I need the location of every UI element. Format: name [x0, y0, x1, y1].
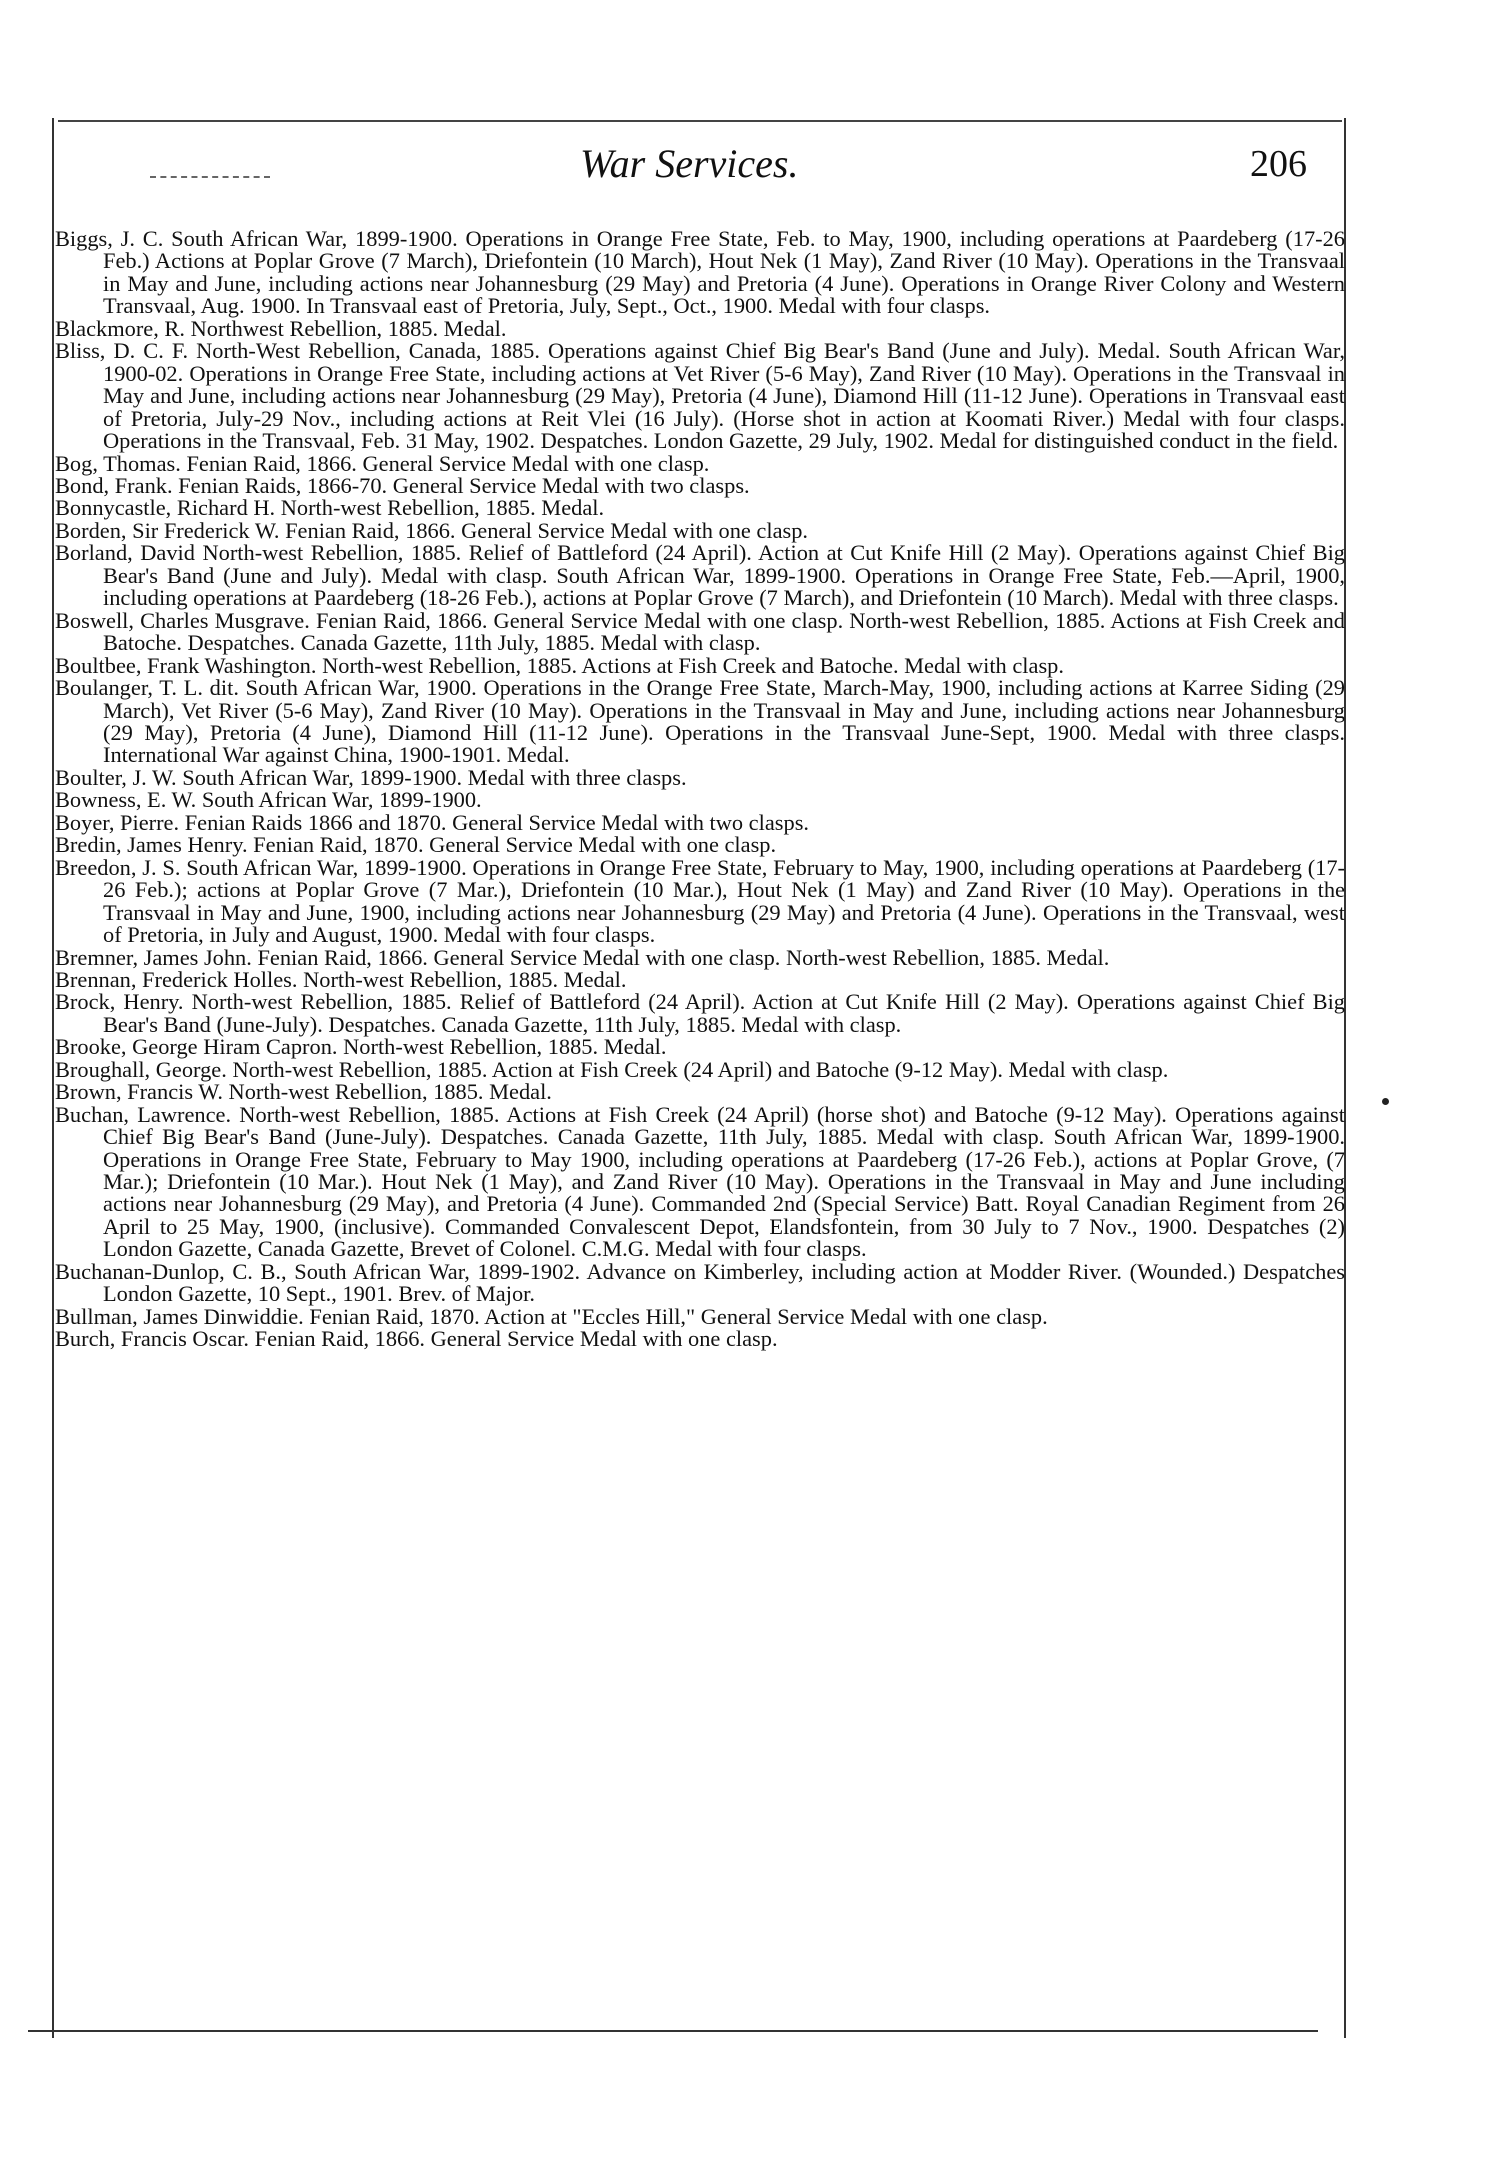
entry-name: Biggs, J. C.: [55, 226, 164, 251]
page-number: 206: [1250, 143, 1307, 185]
entry-blackmore: [55, 315, 1345, 341]
entry-text: South African War, 1900. Operations in the Orange Free State, March-May, 1900, including actions at Karree Siding (29 March), Vet River (5-6 May), Zand River (10 May). Operations in the Transvaal in May and June, including actions near Johannesburg (29 May), Pretoria (4 June), Diamond Hill (11-12 June). Operations in the Transvaal June-Sept, 1900. Medal with three clasps. International War against China, 1900-1901. Medal.: [103, 675, 1345, 768]
top-rule: [58, 120, 1342, 122]
entry-name: Bog, Thomas.: [55, 450, 181, 476]
entry-name: Buchanan-Dunlop, C. B.,: [55, 1258, 287, 1284]
entry-text: Northwest Rebellion, 1885. Medal.: [190, 315, 507, 341]
entry-bliss: [55, 340, 1345, 452]
entry-text: North-west Rebellion, 1885. Medal.: [228, 1079, 552, 1105]
entry-boswell: [55, 607, 1345, 656]
entry-text: Fenian Raid, 1866. General Service Medal with one clasp.: [186, 450, 710, 476]
stray-dot: [1382, 1098, 1389, 1105]
entry-name: Bond, Frank.: [55, 472, 173, 498]
header-dash: [150, 176, 270, 178]
entry-name: Boulanger, T. L. dit.: [55, 675, 239, 701]
entry-text: North-west Rebellion, 1885. Relief of Battleford (24 April). Action at Cut Knife Hill (2 May). Operations against Chief Big Bear's Band (June-July). Despatches. Canada Gazette, 11th July, 1885. Medal with clasp.: [103, 989, 1345, 1037]
entry-text: North-west Rebellion, 1885. Relief of Battleford (24 April). Action at Cut Knife Hill (2 May). Operations against Chief Big Bear's Band (June and July). Medal with clasp. South African War, 1899-1900. Operations in Orange Free State, Feb.—April, 1900, including operations at Paardeberg (18-26 Feb.), actions at Poplar Grove (7 March), and Driefontein (10 March). Medal with three clasps.: [103, 540, 1345, 611]
entry-name: Boswell, Charles Musgrave.: [55, 607, 310, 633]
entry-text: Fenian Raid, 1866. General Service Medal with one clasp. North-west Rebellion, 1885. Medal.: [257, 944, 1110, 970]
entry-borland: [55, 542, 1345, 609]
entry-name: Bredin, James Henry.: [55, 832, 248, 858]
entry-boulanger: [55, 677, 1345, 767]
entry-name: Borland, David: [55, 540, 195, 566]
entry-name: Bullman, James Dinwiddie.: [55, 1303, 304, 1329]
entry-name: Blackmore, R.: [55, 315, 185, 341]
bottom-rule: [28, 2030, 1318, 2032]
entry-name: Bliss, D. C. F.: [55, 338, 189, 364]
entry-text: Fenian Raids, 1866-70. General Service Medal with two clasps.: [178, 472, 750, 498]
entry-text: Fenian Raids 1866 and 1870. General Service Medal with two clasps.: [184, 809, 810, 835]
entry-name: Broughall, George.: [55, 1056, 227, 1082]
entry-broughall: [55, 1056, 1345, 1082]
entry-buchanan-dunlop: [55, 1258, 1345, 1307]
entry-name: Boyer, Pierre.: [55, 809, 180, 835]
entry-name: Burch, Francis Oscar.: [55, 1326, 250, 1352]
entry-brennan: [55, 966, 1345, 992]
entry-text: Fenian Raid, 1866. General Service Medal with one clasp. North-west Rebellion, 1885. Actions at Fish Creek and Batoche. Despatches. Canada Gazette, 11th July, 1885. Medal with clasp.: [103, 607, 1345, 656]
entry-text: South African War, 1899-1900. Operations in Orange Free State, Feb. to May, 1900, including operations at Paardeberg (17-26 Feb.) Actions at Poplar Grove (7 March), Driefontein (10 March), Hout Nek (1 May), Zand River (10 May). Operations in the Transvaal in May and June, including actions near Johannesburg (29 May) and Pretoria (4 June). Operations in Orange River Colony and Western Transvaal, Aug. 1900. In Transvaal east of Pretoria, July, Sept., Oct., 1900. Medal with four clasps.: [103, 226, 1345, 319]
page-header: [0, 140, 1491, 200]
entry-text: North-West Rebellion, Canada, 1885. Operations against Chief Big Bear's Band (June and July). Medal. South African War, 1900-02. Operations in Orange Free State, including actions at Vet River (5-6 May), Zand River (10 May). Operations in the Transvaal in May and June, including actions near Johannesburg (29 May), Pretoria (4 June), Diamond Hill (11-12 June). Operations in Transvaal east of Pretoria, July-29 Nov., including actions at Reit Vlei (16 July). (Horse shot in action at Koomati River.) Medal with four clasps. Operations in the Transvaal, Feb. 31 May, 1902. Despatches. London Gazette, 29 July, 1902. Medal for distinguished conduct in the field.: [103, 338, 1345, 454]
entry-name: Bonnycastle, Richard H.: [55, 495, 276, 521]
entry-bullman: [55, 1303, 1345, 1329]
entry-name: Brock, Henry.: [55, 989, 184, 1015]
entry-text: South African War, 1899-1902. Advance on Kimberley, including action at Modder River. (Wounded.) Despatches London Gazette, 10 Sept., 1901. Brev. of Major.: [103, 1258, 1345, 1307]
entry-name: Bremner, James John.: [55, 944, 252, 970]
entry-text: Fenian Raid, 1870. General Service Medal with one clasp.: [253, 832, 777, 858]
entry-text: Fenian Raid, 1866. General Service Medal with one clasp.: [254, 1326, 778, 1352]
entry-bond: [55, 472, 1345, 498]
entry-text: South African War, 1899-1900. Operations in Orange Free State, February to May, 1900, including operations at Paardeberg (17-26 Feb.); actions at Poplar Grove (7 Mar.), Driefontein (10 Mar.), Hout Nek (1 May) and Zand River (10 May). Operations in the Transvaal in May and June, 1900, including actions near Johannesburg (29 May) and Pretoria (4 June). Operations in the Transvaal, west of Pretoria, in July and August, 1900. Medal with four clasps.: [103, 854, 1345, 948]
entry-name: Boulter, J. W.: [55, 764, 177, 790]
entry-bredin: [55, 834, 1345, 856]
entry-brooke: [55, 1036, 1345, 1058]
entry-boulter: [55, 764, 1345, 790]
entry-breedon: [55, 854, 1345, 948]
page-title: War Services.: [580, 141, 799, 186]
entry-bog: [55, 450, 1345, 476]
entry-text: South African War, 1899-1900. Medal with three clasps.: [182, 764, 687, 790]
entry-name: Brown, Francis W.: [55, 1079, 223, 1105]
entry-name: Boultbee, Frank Washington.: [55, 652, 317, 678]
entry-boultbee: [55, 652, 1345, 678]
entry-bonnycastle: [55, 497, 1345, 519]
entry-text: Fenian Raid, 1866. General Service Medal with one clasp.: [285, 517, 809, 543]
entry-name: Brooke, George Hiram Capron.: [55, 1034, 338, 1060]
entry-buchan: [55, 1101, 1345, 1262]
entry-text: North-west Rebellion, 1885. Actions at Fish Creek (24 April) (horse shot) and Batoche (9-12 May). Operations against Chief Big Bear's Band (June-July). Despatches. Canada Gazette, 11th July, 1885. Medal with clasp. South African War, 1899-1900. Operations in Orange Free State, February to May 1900, including operations at Paardeberg (17-26 Feb.), actions at Poplar Grove, (7 Mar.); Driefontein (10 Mar.). Hout Nek (1 May), and Zand River (10 May). Operations in the Transvaal in May and June including actions near Johannesburg (29 May), and Pretoria (4 June). Commanded 2nd (Special Service) Batt. Royal Canadian Regiment from 26 April to 25 May, 1900, (inclusive). Commanded Convalescent Depot, Elandsfontein, from 30 July to 7 Nov., 1900. Despatches (2) London Gazette, Canada Gazette, Brevet of Colonel. C.M.G. Medal with four clasps.: [103, 1101, 1345, 1262]
entry-name: Bowness, E. W.: [55, 787, 197, 813]
entry-bowness: [55, 789, 1345, 811]
entry-boyer: [55, 809, 1345, 835]
entry-biggs: [55, 228, 1345, 318]
entry-text: North-west Rebellion, 1885. Medal.: [343, 1034, 667, 1060]
entry-text: North-west Rebellion, 1885. Medal.: [303, 966, 627, 992]
entry-name: Brennan, Frederick Holles.: [55, 966, 298, 992]
entry-text: North-west Rebellion, 1885. Action at Fish Creek (24 April) and Batoche (9-12 May). Medal with clasp.: [232, 1056, 1169, 1082]
entry-name: Borden, Sir Frederick W.: [55, 517, 280, 543]
entry-name: Breedon, J. S.: [55, 854, 181, 880]
entry-text: Fenian Raid, 1870. Action at "Eccles Hill," General Service Medal with one clasp.: [309, 1303, 1048, 1329]
entry-list: [55, 228, 1345, 1351]
entry-brown: [55, 1081, 1345, 1103]
entry-text: North-west Rebellion, 1885. Actions at Fish Creek and Batoche. Medal with clasp.: [322, 652, 1064, 678]
entry-brock: [55, 991, 1345, 1036]
entry-name: Buchan, Lawrence.: [55, 1101, 232, 1127]
entry-bremner: [55, 944, 1345, 970]
entry-text: South African War, 1899-1900.: [201, 787, 482, 813]
entry-burch: [55, 1328, 1345, 1350]
entry-borden: [55, 517, 1345, 543]
entry-text: North-west Rebellion, 1885. Medal.: [280, 495, 605, 521]
